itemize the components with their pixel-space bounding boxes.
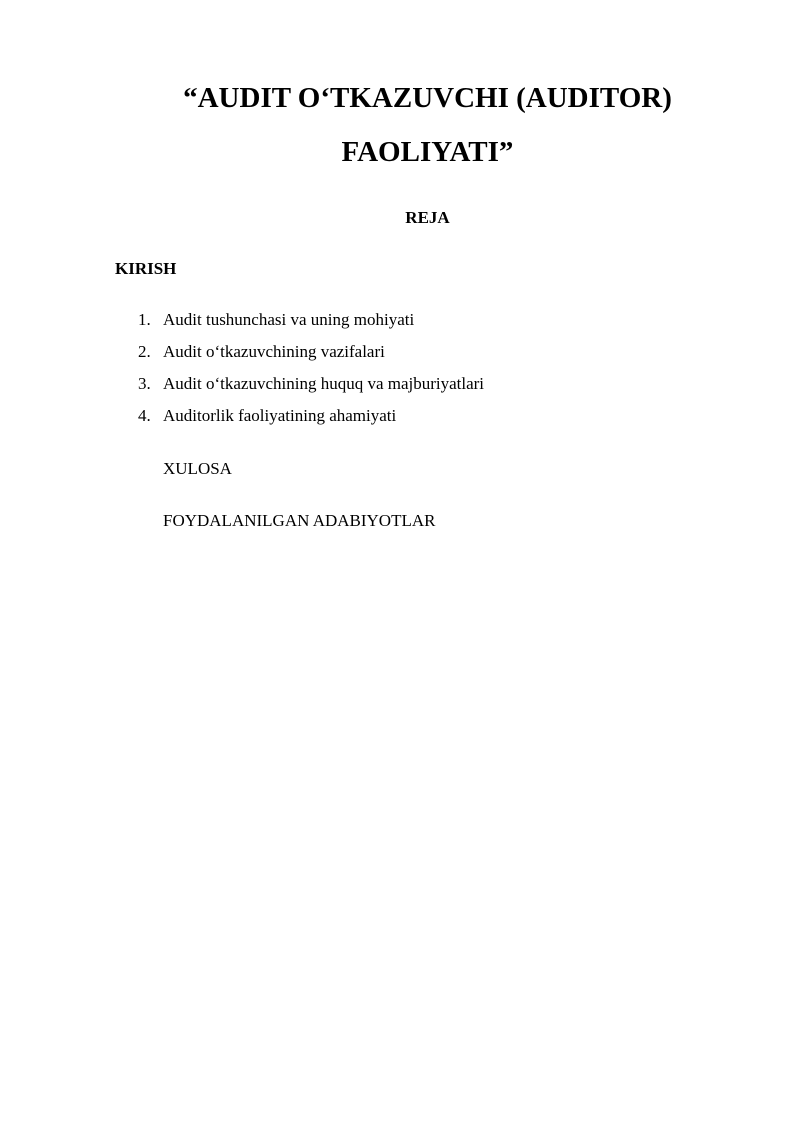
- plan-item-text: Audit tushunchasi va uning mohiyati: [163, 310, 415, 329]
- document-title-line-1: “AUDIT O‘TKAZUVCHI (AUDITOR): [183, 82, 672, 114]
- document-title-line-2: FAOLIYATI”: [341, 136, 514, 168]
- plan-item: [138, 405, 484, 437]
- intro-heading: KIRISH: [115, 259, 177, 278]
- plan-item-text: Auditorlik faoliyatining ahamiyati: [163, 406, 397, 425]
- conclusion-heading: XULOSA: [163, 459, 232, 478]
- plan-list: [138, 309, 484, 437]
- plan-item-number: 1.: [138, 310, 151, 329]
- plan-item: [138, 373, 484, 405]
- plan-item-number: 2.: [138, 342, 151, 361]
- plan-item: [138, 309, 484, 341]
- plan-item: [138, 341, 484, 373]
- plan-item-number: 4.: [138, 406, 151, 425]
- plan-item-number: 3.: [138, 374, 151, 393]
- plan-item-text: Audit o‘tkazuvchining huquq va majburiyatlari: [163, 374, 485, 393]
- references-heading: FOYDALANILGAN ADABIYOTLAR: [163, 511, 436, 530]
- plan-item-text: Audit o‘tkazuvchining vazifalari: [163, 342, 385, 361]
- plan-heading: REJA: [405, 208, 450, 227]
